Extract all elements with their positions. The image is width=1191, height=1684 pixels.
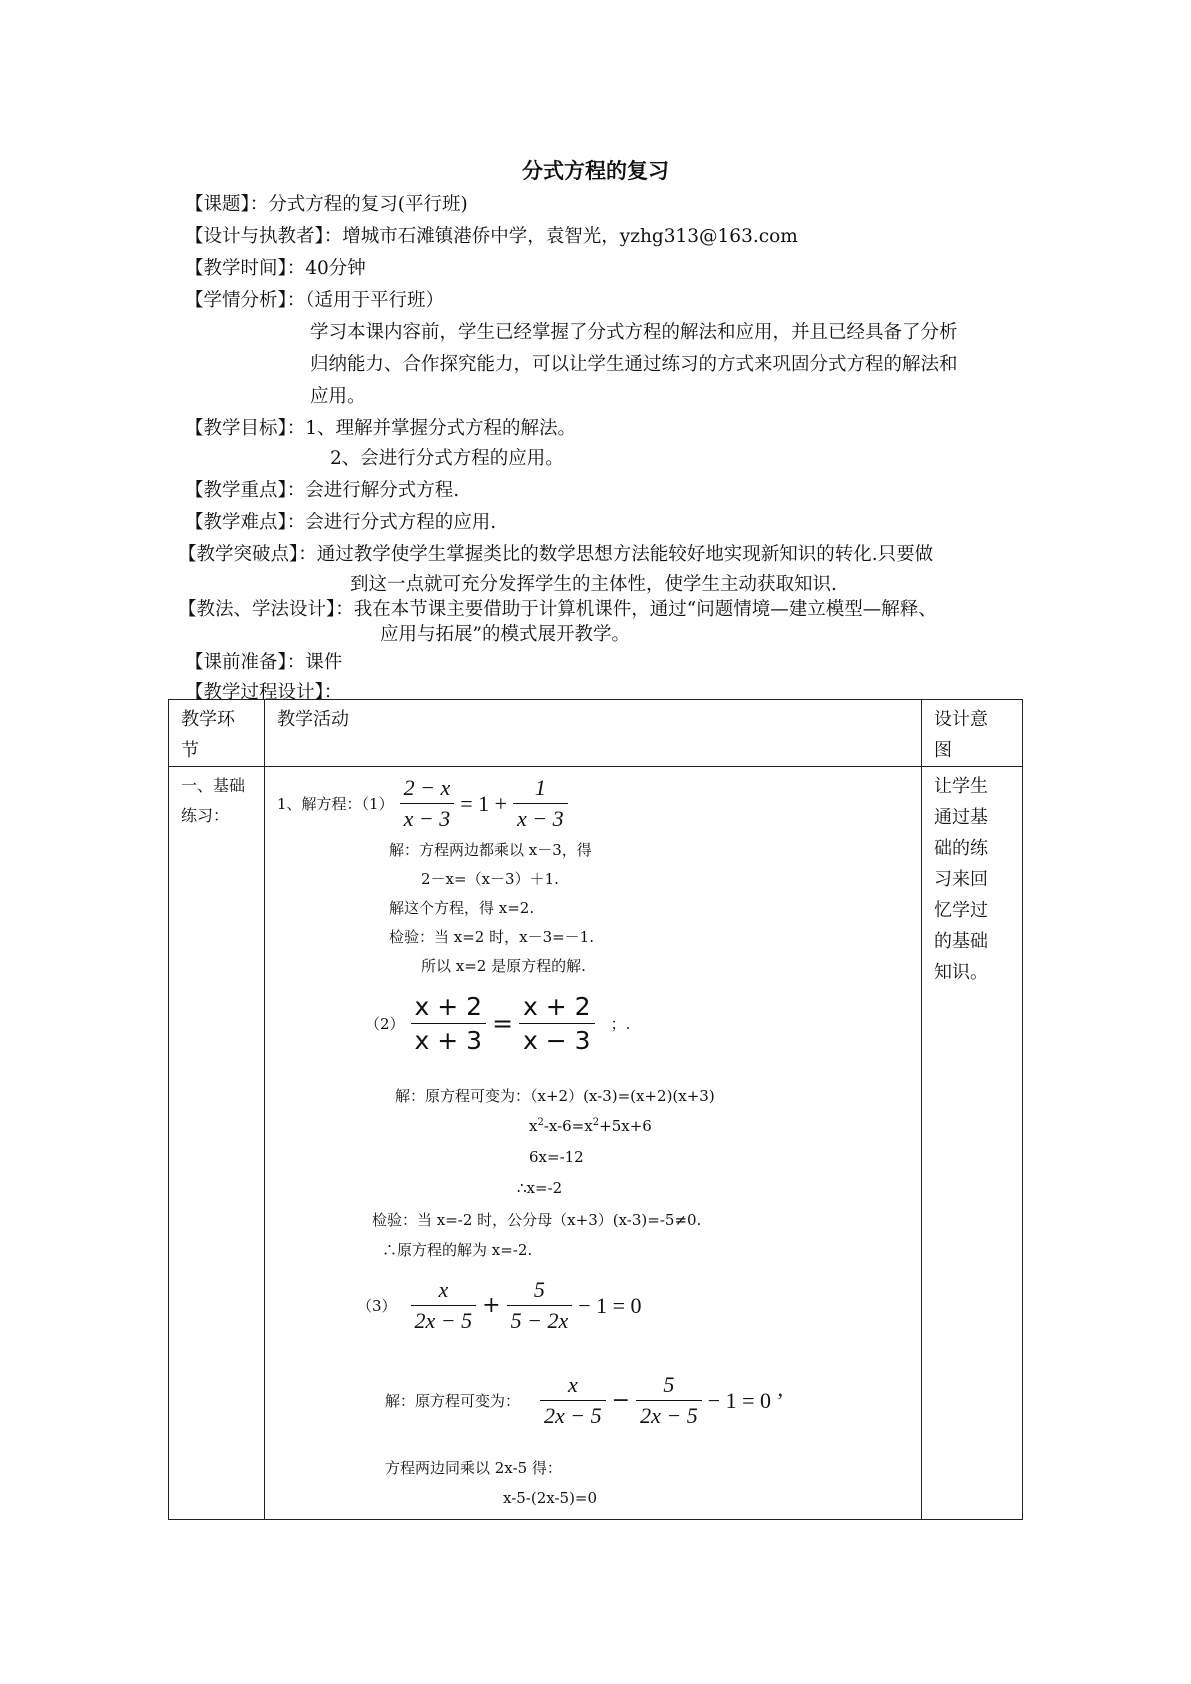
problem-2-step-2-a: x: [529, 1117, 538, 1135]
problem-2-lhs-numerator: x + 2: [414, 992, 483, 1021]
problem-2-rhs-fraction: [519, 992, 595, 1055]
prep-label: 【课前准备】：: [185, 652, 306, 673]
problem-1-mid: = 1 +: [460, 790, 508, 816]
goal-2: 2、会进行分式方程的应用。: [330, 448, 564, 469]
goals-line: [185, 414, 576, 440]
focus-label: 【教学重点】：: [185, 480, 306, 501]
designer-line: [185, 222, 798, 248]
difficulty-label: 【教学难点】：: [185, 512, 306, 533]
problem-2-rhs-denominator: x − 3: [519, 1023, 595, 1055]
problem-3-d-numerator: 5: [663, 1372, 675, 1397]
designer-label: 【设计与执教者】：: [185, 226, 343, 247]
problem-3-a-denominator: 2x − 5: [411, 1305, 477, 1334]
row-stage-line1: 一、基础: [181, 776, 246, 795]
row-activity: [265, 767, 922, 1520]
problem-1-step-3: 解这个方程，得 x=2.: [389, 899, 535, 917]
breakthrough-text-2: 到这一点就可充分发挥学生的主体性，使学生主动获取知识.: [350, 574, 837, 595]
problem-3-transformed: [385, 1372, 784, 1429]
designer-value: 增城市石滩镇港侨中学，袁智光，yzhg313@163.com: [342, 226, 798, 247]
problem-1-lhs-denominator: x − 3: [400, 803, 455, 832]
problem-2-step-3: 6x=-12: [529, 1148, 584, 1166]
topic-label: 【课题】：: [185, 194, 269, 215]
problem-1-equation: [277, 775, 568, 832]
row-stage: [169, 767, 265, 1520]
problem-2-lhs-fraction: [411, 992, 487, 1055]
problem-2-equals: =: [492, 1009, 514, 1038]
problem-3-d-denominator: 2x − 5: [636, 1400, 702, 1429]
prep-line: [185, 648, 342, 674]
header-intent: [922, 700, 1023, 767]
intent-line-5: 忆学过: [934, 900, 988, 921]
header-stage: [169, 700, 265, 767]
intent-line-7: 知识。: [934, 962, 988, 983]
problem-3-b-numerator: 5: [533, 1277, 545, 1302]
problem-1-lhs-fraction: [400, 775, 455, 832]
problem-3-b-fraction: [507, 1277, 573, 1334]
difficulty-value: 会进行分式方程的应用.: [305, 512, 497, 533]
problem-1-rhs-fraction: [513, 775, 568, 832]
focus-line: [185, 476, 459, 502]
analysis-text-1: 学习本课内容前，学生已经掌握了分式方程的解法和应用，并且已经具备了分析: [310, 322, 958, 343]
activity-area: [265, 767, 921, 1519]
intent-line-3: 础的练: [934, 838, 988, 859]
problem-3-tail-2: − 1 = 0 ’: [707, 1387, 784, 1413]
problem-1-lhs-numerator: 2 − x: [403, 775, 451, 800]
intent-line-2: 通过基: [934, 807, 988, 828]
problem-2-step-4: ∴x=-2: [517, 1179, 563, 1197]
problem-2-step-2: [529, 1117, 652, 1135]
breakthrough-line: [178, 540, 933, 566]
topic-line: [185, 190, 468, 216]
method-text-1: 我在本节课主要借助于计算机课件，通过“问题情境—建立模型—解释、: [353, 599, 937, 620]
problem-3-minus: −: [611, 1388, 631, 1413]
problem-2-rhs-numerator: x + 2: [523, 992, 591, 1021]
goals-label: 【教学目标】：: [185, 418, 306, 439]
header-intent-line2: 图: [934, 740, 952, 761]
problem-3-c-fraction: [540, 1372, 606, 1429]
problem-3-c-numerator: x: [567, 1372, 578, 1397]
problem-1-step-4: 检验：当 x=2 时，x－3=－1.: [389, 928, 594, 946]
problem-3-a-fraction: [411, 1277, 477, 1334]
analysis-value: （适用于平行班）: [305, 290, 445, 311]
problem-1-step-2: 2－x=（x－3）＋1.: [421, 870, 559, 888]
topic-value: 分式方程的复习(平行班): [268, 194, 468, 215]
problem-2-lhs-denominator: x + 3: [411, 1023, 487, 1055]
intent-line-4: 习来回: [934, 869, 988, 890]
problem-3-transform-label: 解：原方程可变为：: [385, 1392, 521, 1410]
method-text-2: 应用与拓展”的模式展开教学。: [380, 624, 630, 645]
problem-1-label: 1、解方程：（1）: [277, 795, 394, 813]
analysis-line: [185, 286, 444, 312]
problem-2-step-2-c: -x-6=x: [543, 1117, 593, 1135]
intent-line-1: 让学生: [934, 776, 988, 797]
difficulty-line: [185, 508, 496, 534]
analysis-text-2: 归纳能力、合作探究能力，可以让学生通过练习的方式来巩固分式方程的解法和: [310, 354, 958, 375]
header-activity-label: 教学活动: [277, 709, 349, 730]
header-activity: [265, 700, 922, 767]
intent-line-6: 的基础: [934, 931, 988, 952]
table-header-row: [169, 700, 1023, 767]
process-label: 【教学过程设计】：: [185, 682, 343, 703]
header-stage-line1: 教学环: [181, 709, 235, 730]
problem-1-rhs-denominator: x − 3: [513, 803, 568, 832]
prep-value: 课件: [305, 652, 343, 673]
problem-3-tail: − 1 = 0: [578, 1292, 642, 1318]
goal-1: 1、理解并掌握分式方程的解法。: [305, 418, 577, 439]
time-line: [185, 254, 366, 280]
row-stage-line2: 练习：: [181, 806, 230, 825]
analysis-text-3: 应用。: [310, 386, 366, 407]
row-intent: [922, 767, 1023, 1520]
problem-3-step-1: 方程两边同乘以 2x-5 得：: [385, 1459, 562, 1477]
method-line: [178, 595, 937, 621]
problem-3-b-denominator: 5 − 2x: [507, 1305, 573, 1334]
process-table: [168, 699, 1023, 1520]
problem-3-label: （3）: [357, 1297, 397, 1315]
problem-2-step-1: 解：原方程可变为：（x+2）(x-3)=(x+2)(x+3): [395, 1087, 715, 1105]
problem-2-check: 检验：当 x=-2 时，公分母（x+3）(x-3)=-5≠0.: [372, 1211, 702, 1229]
problem-2-tail: ；.: [610, 1015, 631, 1033]
problem-2-step-2-e: +5x+6: [599, 1117, 652, 1135]
problem-1-rhs-numerator: 1: [534, 775, 546, 800]
problem-2-label: （2）: [365, 1015, 405, 1033]
table-row: [169, 767, 1023, 1520]
problem-3-c-denominator: 2x − 5: [540, 1400, 606, 1429]
header-intent-line1: 设计意: [934, 709, 988, 730]
header-stage-line2: 节: [181, 740, 199, 761]
problem-2-result: ∴原方程的解为 x=-2.: [382, 1241, 533, 1259]
problem-3-step-2: x-5-(2x-5)=0: [503, 1489, 598, 1507]
problem-2-step-2-exp-1: 2: [537, 1117, 544, 1128]
time-label: 【教学时间】：: [185, 258, 306, 279]
time-value: 40分钟: [305, 258, 366, 279]
breakthrough-text-1: 通过教学使学生掌握类比的数学思想方法能较好地实现新知识的转化.只要做: [316, 544, 934, 565]
page-title: 分式方程的复习: [522, 159, 669, 183]
problem-3-d-fraction: [636, 1372, 702, 1429]
analysis-label: 【学情分析】：: [185, 290, 306, 311]
focus-value: 会进行解分式方程.: [305, 480, 460, 501]
breakthrough-label: 【教学突破点】：: [178, 544, 317, 565]
problem-2-equation: [365, 992, 630, 1055]
problem-3-plus: +: [482, 1293, 501, 1318]
method-label: 【教法、学法设计】：: [178, 599, 354, 620]
problem-3-equation: [357, 1277, 642, 1334]
problem-3-a-numerator: x: [438, 1277, 449, 1302]
problem-2-step-2-exp-2: 2: [592, 1117, 600, 1128]
problem-1-step-1: 解：方程两边都乘以 x－3，得: [389, 841, 592, 859]
problem-1-step-5: 所以 x=2 是原方程的解.: [421, 957, 586, 975]
